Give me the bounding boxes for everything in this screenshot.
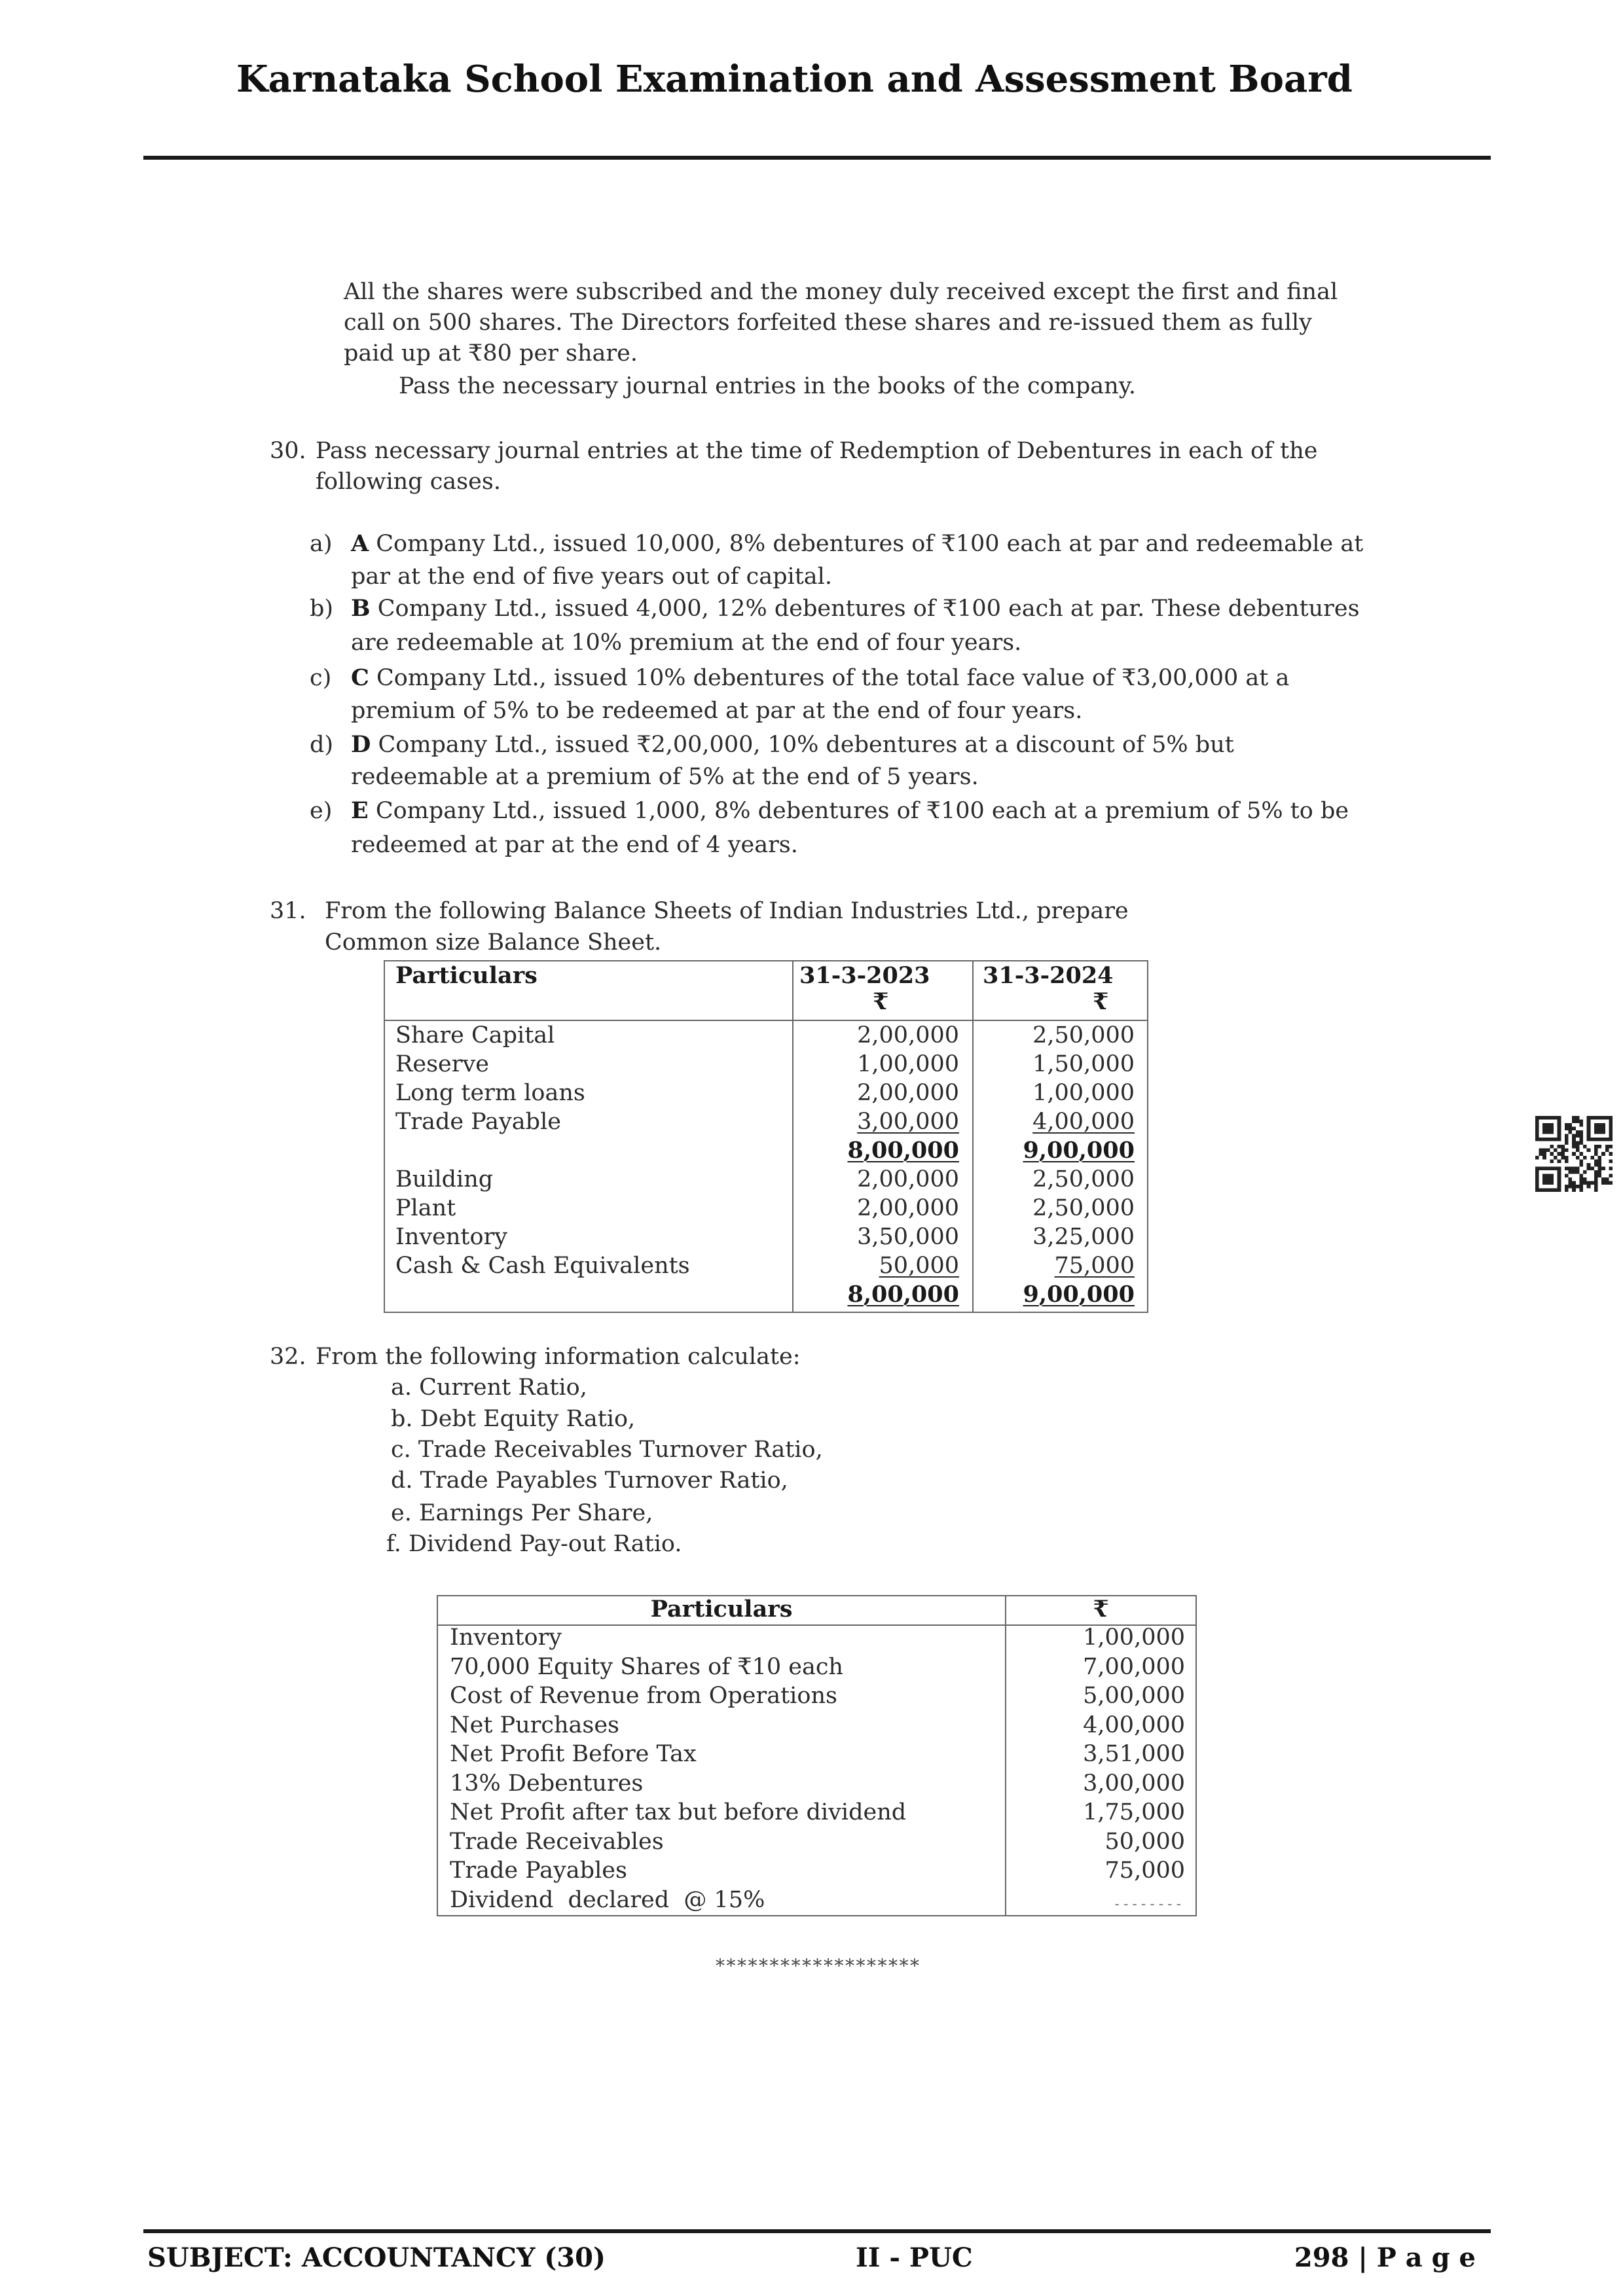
- q30-case-label: d): [310, 732, 334, 758]
- total-value: 9,00,000: [1023, 1137, 1135, 1164]
- row-label: Share Capital: [395, 1022, 555, 1049]
- company-letter: A: [351, 530, 369, 557]
- row-amount: 1,75,000: [1083, 1799, 1185, 1825]
- row-label: Net Purchases: [450, 1712, 619, 1738]
- currency-2024: ₹: [1093, 988, 1109, 1015]
- case-text: Company Ltd., issued 10% debentures of the total face value of ₹3,00,000 at a: [369, 665, 1290, 691]
- row-label: Net Profit after tax but before dividend: [450, 1799, 907, 1825]
- value-2023: 3,50,000: [857, 1224, 959, 1250]
- header-2023: 31-3-2023: [799, 962, 930, 989]
- total-value: 8,00,000: [847, 1137, 959, 1164]
- continued-question-line: paid up at ₹80 per share.: [344, 340, 638, 367]
- row-label: Trade Receivables: [450, 1828, 664, 1855]
- value-2023: 2,00,000: [857, 1022, 959, 1049]
- row-amount: 1,00,000: [1083, 1624, 1185, 1651]
- case-text: Company Ltd., issued ₹2,00,000, 10% debentures at a discount of 5% but: [371, 732, 1234, 758]
- value-2023: 2,00,000: [857, 1195, 959, 1221]
- row-amount: 4,00,000: [1083, 1712, 1185, 1738]
- row-label: Cash & Cash Equivalents: [395, 1253, 690, 1279]
- value-2024: 3,25,000: [1032, 1224, 1135, 1250]
- row-amount: 5,00,000: [1083, 1683, 1185, 1709]
- row-label: Long term loans: [395, 1080, 585, 1106]
- end-of-questions-marker: *******************: [716, 1955, 921, 1977]
- case-text: Company Ltd., issued 1,000, 8% debentures of ₹100 each at a premium of 5% to be: [368, 798, 1349, 824]
- row-label: 13% Debentures: [450, 1770, 644, 1797]
- row-label: Net Profit Before Tax: [450, 1741, 697, 1767]
- q32-item: b. Debt Equity Ratio,: [391, 1406, 636, 1432]
- footer-page-number: 298 | P a g e: [1294, 2242, 1476, 2273]
- value-2024: 2,50,000: [1032, 1022, 1135, 1049]
- row-amount: 75,000: [1104, 1857, 1185, 1884]
- header-2024: 31-3-2024: [983, 962, 1114, 989]
- q30-case-e-line-2: redeemed at par at the end of 4 years.: [351, 832, 798, 858]
- q30-case-c-line-1: [351, 665, 1289, 691]
- total-2023: [793, 1136, 959, 1165]
- q30-case-label: b): [310, 596, 334, 622]
- row-label: 70,000 Equity Shares of ₹10 each: [450, 1653, 843, 1680]
- q30-case-b-line-1: [351, 596, 1360, 622]
- row-amount-blank: --------: [1114, 1896, 1185, 1912]
- value-2024: 2,50,000: [1032, 1166, 1135, 1193]
- case-text: Company Ltd., issued 10,000, 8% debentures of ₹100 each at par and redeemable at: [369, 531, 1364, 557]
- q30-number: 30.: [270, 438, 306, 464]
- continued-question-line: call on 500 shares. The Directors forfeited these shares and re-issued them as fully: [344, 310, 1312, 336]
- total-2024: [974, 1136, 1135, 1165]
- footer-subject: SUBJECT: ACCOUNTANCY (30): [147, 2242, 606, 2273]
- value-2024: [974, 1251, 1135, 1280]
- total-2023: [793, 1280, 959, 1309]
- footer-class: II - PUC: [856, 2242, 973, 2273]
- row-amount: 7,00,000: [1083, 1653, 1185, 1680]
- header-particulars: Particulars: [650, 1596, 793, 1623]
- row-amount: 3,00,000: [1083, 1770, 1185, 1797]
- value-2024: 2,50,000: [1032, 1195, 1135, 1221]
- q32-intro: From the following information calculate:: [316, 1344, 801, 1370]
- total-value: 9,00,000: [1023, 1281, 1135, 1308]
- q32-item: c. Trade Receivables Turnover Ratio,: [391, 1437, 823, 1463]
- total-value: 8,00,000: [847, 1281, 959, 1308]
- company-letter: B: [351, 595, 371, 622]
- q31-text-line: From the following Balance Sheets of Indian Industries Ltd., prepare: [325, 898, 1129, 924]
- header-amount: ₹: [1093, 1596, 1109, 1623]
- qr-code: [1535, 1116, 1613, 1192]
- value-2023: 2,00,000: [857, 1166, 959, 1193]
- q30-case-label: e): [310, 798, 333, 824]
- q32-item: a. Current Ratio,: [391, 1374, 587, 1401]
- q32-item: e. Earnings Per Share,: [391, 1500, 653, 1526]
- q30-case-label: c): [310, 665, 332, 691]
- balance-sheet-table: [384, 960, 1148, 1313]
- q30-case-d-line-1: [351, 732, 1234, 758]
- q30-case-d-line-2: redeemable at a premium of 5% at the end of 5 years.: [351, 764, 979, 790]
- row-amount: 50,000: [1104, 1828, 1185, 1855]
- row-label: Plant: [395, 1195, 456, 1221]
- company-letter: E: [351, 797, 369, 824]
- row-amount: 3,51,000: [1083, 1741, 1185, 1767]
- total-2024: [974, 1280, 1135, 1309]
- q30-case-a-line-2: par at the end of five years out of capital.: [351, 564, 832, 590]
- row-label: Trade Payables: [450, 1857, 627, 1884]
- underlined-value: 50,000: [879, 1253, 959, 1279]
- row-label: Building: [395, 1166, 494, 1193]
- value-2024: 1,00,000: [1032, 1080, 1135, 1106]
- row-label: Cost of Revenue from Operations: [450, 1683, 837, 1709]
- q30-text-line: following cases.: [316, 469, 501, 495]
- q32-number: 32.: [270, 1344, 306, 1370]
- company-letter: D: [351, 731, 371, 758]
- value-2024: 1,50,000: [1032, 1051, 1135, 1077]
- value-2024: [974, 1107, 1135, 1136]
- value-2023: [793, 1251, 959, 1280]
- value-2023: 2,00,000: [857, 1080, 959, 1106]
- q30-case-b-line-2: are redeemable at 10% premium at the end of four years.: [351, 630, 1022, 656]
- header-particulars: Particulars: [395, 962, 538, 989]
- continued-question-line: All the shares were subscribed and the money duly received except the first and final: [344, 279, 1338, 305]
- q32-item: d. Trade Payables Turnover Ratio,: [391, 1467, 788, 1494]
- value-2023: [793, 1107, 959, 1136]
- row-label: Inventory: [450, 1624, 562, 1651]
- q30-text-line: Pass necessary journal entries at the time of Redemption of Debentures in each of the: [316, 438, 1318, 464]
- q30-case-e-line-1: [351, 798, 1349, 824]
- row-label: Dividend declared @ 15%: [450, 1886, 765, 1913]
- footer-rule: [143, 2229, 1491, 2233]
- q32-item: f. Dividend Pay-out Ratio.: [386, 1531, 682, 1557]
- q30-case-c-line-2: premium of 5% to be redeemed at par at the end of four years.: [351, 698, 1083, 724]
- underlined-value: 4,00,000: [1032, 1109, 1135, 1135]
- currency-2023: ₹: [873, 988, 889, 1015]
- q31-text-line: Common size Balance Sheet.: [325, 929, 662, 956]
- row-label: Inventory: [395, 1224, 508, 1250]
- row-label: Reserve: [395, 1051, 489, 1077]
- company-letter: C: [351, 664, 369, 691]
- case-text: Company Ltd., issued 4,000, 12% debentures of ₹100 each at par. These debentures: [370, 596, 1360, 622]
- underlined-value: 75,000: [1054, 1253, 1135, 1279]
- value-2023: 1,00,000: [857, 1051, 959, 1077]
- row-label: Trade Payable: [395, 1109, 561, 1135]
- header-rule: [143, 156, 1491, 160]
- q30-case-a-line-1: [351, 531, 1363, 557]
- continued-question-instruction: Pass the necessary journal entries in the books of the company.: [399, 373, 1136, 399]
- q30-case-label: a): [310, 531, 333, 557]
- q31-number: 31.: [270, 898, 306, 924]
- ratio-information-table: [437, 1595, 1197, 1916]
- underlined-value: 3,00,000: [857, 1109, 959, 1135]
- board-title: Karnataka School Examination and Assessment Board: [236, 58, 1353, 101]
